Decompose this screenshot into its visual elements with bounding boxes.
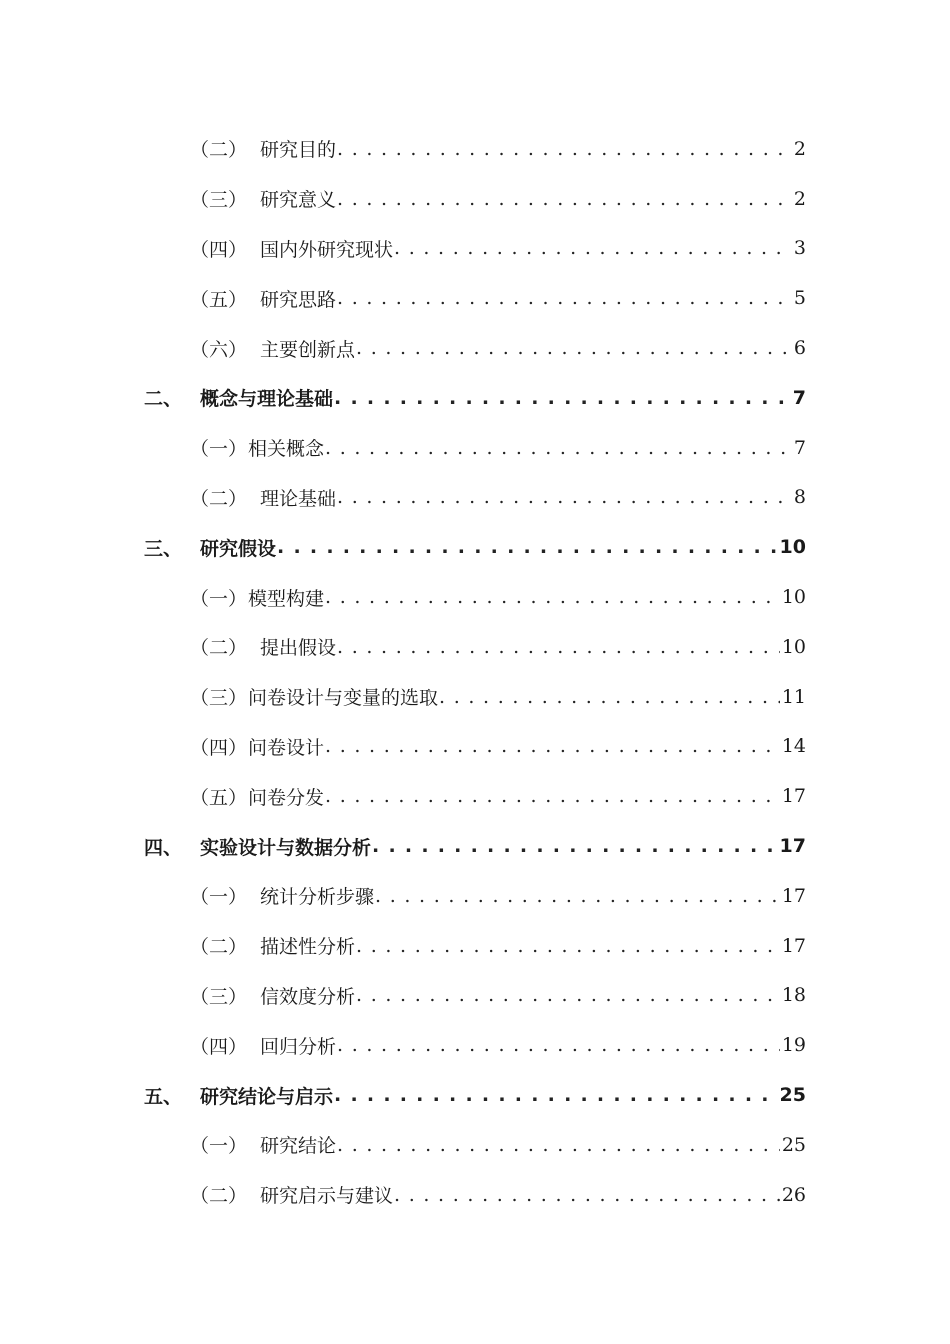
toc-entry-title: 概念与理论基础 [200,388,334,411]
toc-dot-leader [438,686,780,708]
toc-section-entry[interactable] [0,1120,950,1170]
toc-entry-number: （五） [190,786,248,809]
toc-section-entry[interactable] [0,771,950,821]
toc-section-entry[interactable] [0,722,950,772]
toc-entry-number: （五） [190,288,248,311]
toc-entry-title: 模型构建 [248,587,325,610]
toc-page-number: 17 [781,884,806,907]
toc-entry-number: （二） [190,487,248,510]
toc-page-number: 7 [793,436,806,459]
toc-page-number: 2 [793,137,806,160]
toc-chapter-entry[interactable] [0,373,950,423]
toc-entry-number: （三） [190,985,248,1008]
toc-dot-leader [336,1134,780,1156]
toc-dot-leader [355,337,792,359]
toc-entry-title: 提出假设 [260,637,337,660]
toc-entry-number: （二） [190,637,248,660]
toc-dot-leader [355,984,780,1006]
toc-dot-leader [336,636,780,658]
toc-section-entry[interactable] [0,672,950,722]
toc-section-entry[interactable] [0,423,950,473]
toc-page-number: 11 [781,685,806,708]
toc-page-number: 10 [781,586,806,609]
toc-page-number: 7 [792,386,806,409]
toc-entry-number: 四、 [144,836,183,859]
toc-dot-leader [324,586,780,608]
toc-dot-leader [336,486,792,508]
toc-section-entry[interactable] [0,1020,950,1070]
toc-entry-title: 研究思路 [260,288,337,311]
toc-page-number: 6 [793,337,806,360]
toc-entry-title: 信效度分析 [260,985,356,1008]
toc-dot-leader [336,188,792,210]
toc-page-number: 17 [779,835,806,858]
toc-chapter-entry[interactable] [0,821,950,871]
toc-entry-title: 研究意义 [260,189,337,212]
toc-entry-number: （二） [190,139,248,162]
toc-entry-title: 理论基础 [260,487,337,510]
toc-entry-number: （一） [190,587,248,610]
toc-section-entry[interactable] [0,273,950,323]
toc-dot-leader [336,287,792,309]
toc-page-number: 25 [781,1133,806,1156]
toc-page-number: 5 [793,287,806,310]
toc-dot-leader [333,1084,778,1106]
toc-page-number: 19 [781,1034,806,1057]
toc-entry-title: 研究目的 [260,139,337,162]
toc-entry-number: （三） [190,687,248,710]
toc-entry-title: 研究启示与建议 [260,1185,394,1208]
toc-page-number: 17 [781,934,806,957]
toc-entry-title: 研究假设 [200,537,277,560]
toc-entry-title: 问卷分发 [248,786,325,809]
toc-chapter-entry[interactable] [0,1070,950,1120]
toc-dot-leader [324,785,780,807]
toc-page-number: 25 [779,1084,806,1107]
toc-entry-number: （二） [190,1185,248,1208]
toc-dot-leader [333,387,791,409]
toc-entry-number: （四） [190,1035,248,1058]
toc-section-entry[interactable] [0,622,950,672]
toc-dot-leader [393,237,792,259]
toc-dot-leader [355,935,780,957]
toc-entry-number: 三、 [144,537,183,560]
toc-section-entry[interactable] [0,572,950,622]
toc-entry-number: （二） [190,936,248,959]
toc-entry-title: 主要创新点 [260,338,356,361]
toc-section-entry[interactable] [0,323,950,373]
toc-entry-number: （三） [190,189,248,212]
toc-entry-title: 研究结论与启示 [200,1085,334,1108]
toc-entry-number: （一） [190,438,248,461]
toc-entry-title: 相关概念 [248,438,325,461]
toc-dot-leader [336,1034,780,1056]
table-of-contents [0,124,950,1220]
toc-page-number: 10 [779,536,806,559]
toc-entry-title: 描述性分析 [260,936,356,959]
toc-page-number: 18 [781,984,806,1007]
toc-page-number: 8 [793,486,806,509]
toc-page-number: 2 [793,187,806,210]
toc-section-entry[interactable] [0,174,950,224]
toc-chapter-entry[interactable] [0,522,950,572]
toc-entry-number: （四） [190,238,248,261]
toc-page-number: 17 [781,785,806,808]
toc-dot-leader [393,1184,780,1206]
toc-entry-title: 统计分析步骤 [260,886,375,909]
toc-dot-leader [371,835,778,857]
toc-dot-leader [324,437,792,459]
toc-entry-title: 研究结论 [260,1135,337,1158]
toc-entry-number: （一） [190,886,248,909]
toc-entry-number: （四） [190,736,248,759]
toc-page-number: 10 [781,635,806,658]
toc-entry-number: 二、 [144,388,183,411]
toc-entry-number: 五、 [144,1085,183,1108]
toc-section-entry[interactable] [0,921,950,971]
toc-section-entry[interactable] [0,871,950,921]
toc-page-number: 26 [781,1183,806,1206]
toc-section-entry[interactable] [0,971,950,1021]
toc-dot-leader [336,138,792,160]
toc-dot-leader [324,735,780,757]
toc-entry-title: 问卷设计与变量的选取 [248,687,439,710]
toc-section-entry[interactable] [0,224,950,274]
toc-entry-number: （一） [190,1135,248,1158]
toc-entry-title: 实验设计与数据分析 [200,836,372,859]
toc-dot-leader [276,536,778,558]
toc-entry-number: （六） [190,338,248,361]
toc-dot-leader [374,885,780,907]
toc-entry-title: 回归分析 [260,1035,337,1058]
toc-section-entry[interactable] [0,1170,950,1220]
toc-entry-title: 国内外研究现状 [260,238,394,261]
toc-section-entry[interactable] [0,473,950,523]
toc-section-entry[interactable] [0,124,950,174]
toc-page-number: 3 [793,237,806,260]
toc-page-number: 14 [781,735,806,758]
toc-entry-title: 问卷设计 [248,736,325,759]
